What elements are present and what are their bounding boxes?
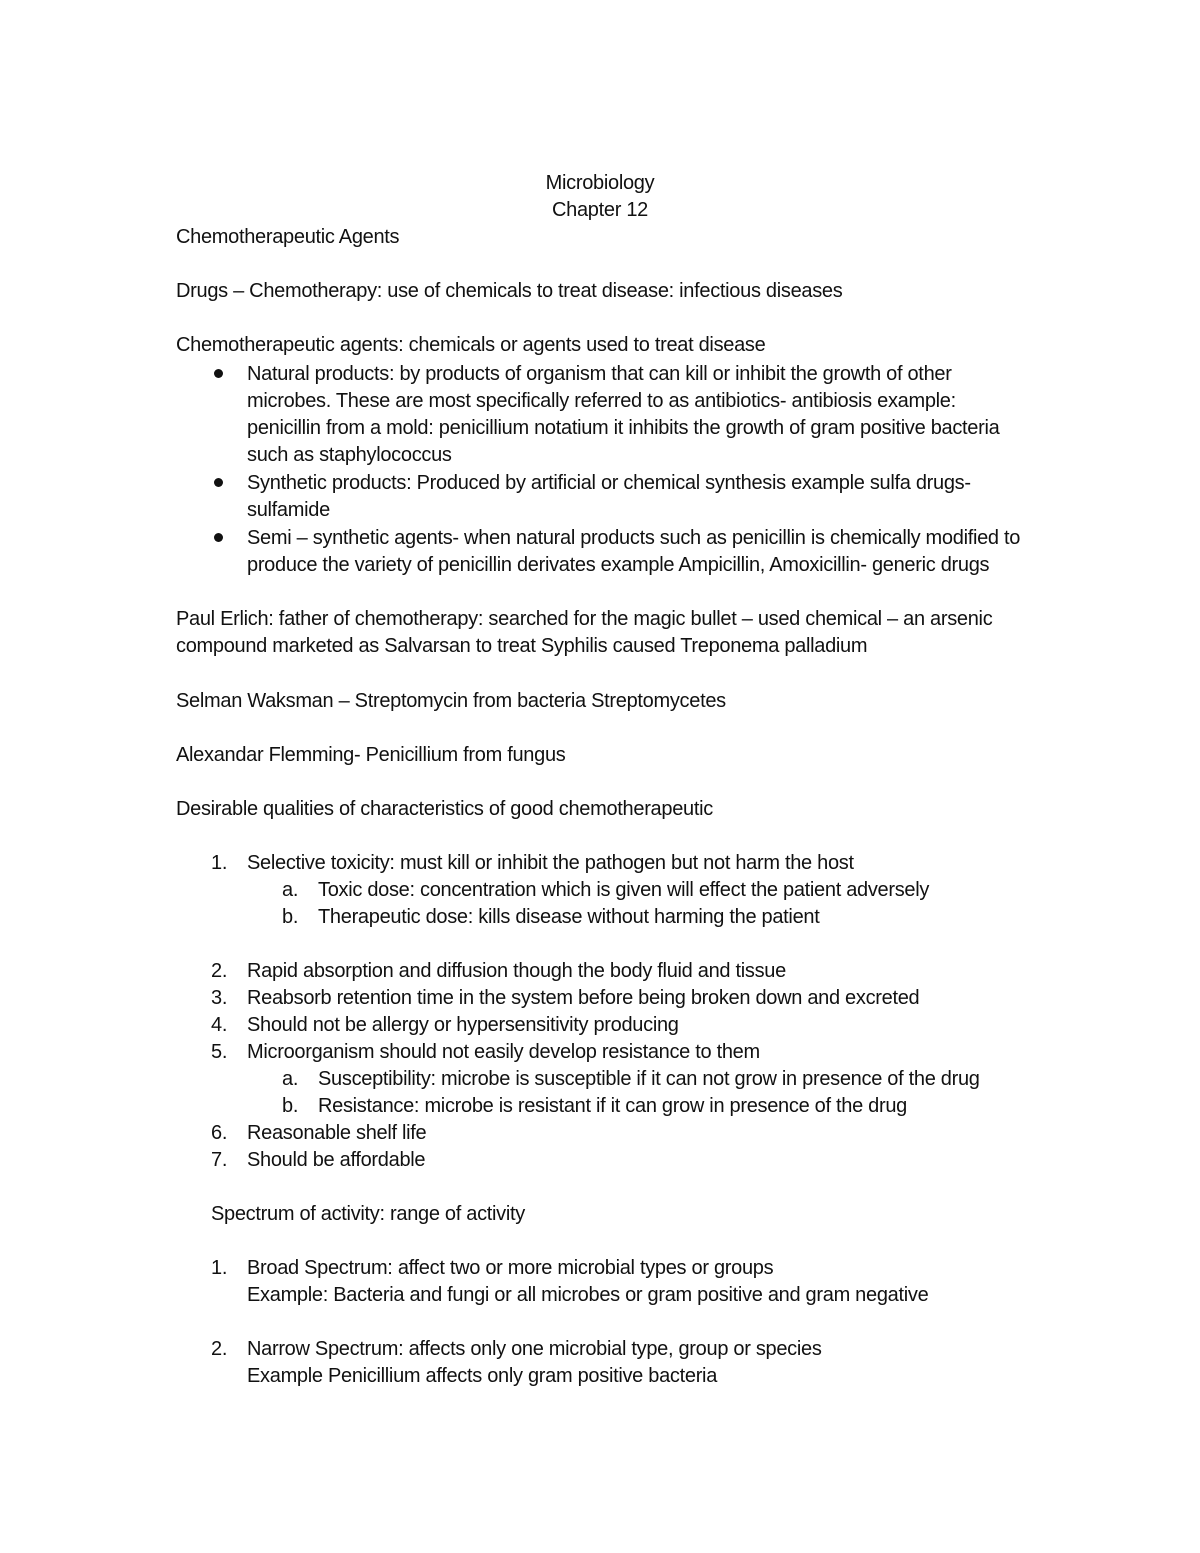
bullet-line: such as staphylococcus: [247, 444, 452, 466]
list-subitem: Toxic dose: concentration which is given will effect the patient adversely: [318, 879, 930, 901]
bullet-line: produce the variety of penicillin derivates example Ampicillin, Amoxicillin- generic drugs: [247, 554, 990, 576]
list-number: 4.: [211, 1014, 228, 1036]
list-item: Reabsorb retention time in the system before being broken down and excreted: [247, 987, 920, 1009]
bullet-icon: [214, 533, 223, 542]
list-number: 2.: [211, 1338, 228, 1360]
agents-definition: Chemotherapeutic agents: chemicals or agents used to treat disease: [176, 334, 766, 356]
list-item: Selective toxicity: must kill or inhibit the pathogen but not harm the host: [247, 852, 854, 874]
list-item: Should be affordable: [247, 1149, 426, 1171]
list-letter: b.: [282, 906, 299, 928]
list-subitem: Resistance: microbe is resistant if it can grow in presence of the drug: [318, 1095, 907, 1117]
list-number: 2.: [211, 960, 228, 982]
list-item: Narrow Spectrum: affects only one microbial type, group or species: [247, 1338, 822, 1360]
list-subitem: Susceptibility: microbe is susceptible if it can not grow in presence of the drug: [318, 1068, 980, 1090]
erlich-line: Paul Erlich: father of chemotherapy: searched for the magic bullet – used chemical – an arsenic: [176, 608, 993, 630]
list-number: 1.: [211, 852, 228, 874]
spectrum-heading: Spectrum of activity: range of activity: [211, 1203, 525, 1225]
bullet-line: penicillin from a mold: penicillium notatium it inhibits the growth of gram positive bacteria: [247, 417, 1000, 439]
bullet-line: Semi – synthetic agents- when natural products such as penicillin is chemically modified to: [247, 527, 1021, 549]
flemming-line: Alexandar Flemming- Penicillium from fungus: [176, 744, 566, 766]
list-item: Should not be allergy or hypersensitivity producing: [247, 1014, 679, 1036]
list-item-example: Example Penicillium affects only gram positive bacteria: [247, 1365, 718, 1387]
list-number: 6.: [211, 1122, 228, 1144]
list-letter: b.: [282, 1095, 299, 1117]
drugs-definition: Drugs – Chemotherapy: use of chemicals to treat disease: infectious diseases: [176, 280, 843, 302]
document-title: Microbiology: [545, 172, 655, 194]
chapter-label: Chapter 12: [552, 199, 648, 221]
list-item: Microorganism should not easily develop resistance to them: [247, 1041, 760, 1063]
section-heading: Chemotherapeutic Agents: [176, 226, 400, 248]
list-number: 3.: [211, 987, 228, 1009]
bullet-icon: [214, 369, 223, 378]
list-letter: a.: [282, 1068, 299, 1090]
list-item-example: Example: Bacteria and fungi or all microbes or gram positive and gram negative: [247, 1284, 929, 1306]
bullet-line: sulfamide: [247, 499, 330, 521]
list-number: 7.: [211, 1149, 228, 1171]
list-number: 5.: [211, 1041, 228, 1063]
waksman-line: Selman Waksman – Streptomycin from bacteria Streptomycetes: [176, 690, 726, 712]
bullet-icon: [214, 478, 223, 487]
list-subitem: Therapeutic dose: kills disease without harming the patient: [318, 906, 820, 928]
list-letter: a.: [282, 879, 299, 901]
bullet-line: microbes. These are most specifically referred to as antibiotics- antibiosis example:: [247, 390, 956, 412]
list-item: Broad Spectrum: affect two or more microbial types or groups: [247, 1257, 774, 1279]
list-item: Reasonable shelf life: [247, 1122, 427, 1144]
desirable-heading: Desirable qualities of characteristics of good chemotherapeutic: [176, 798, 713, 820]
erlich-line: compound marketed as Salvarsan to treat Syphilis caused Treponema palladium: [176, 635, 868, 657]
bullet-line: Natural products: by products of organism that can kill or inhibit the growth of other: [247, 363, 952, 385]
bullet-line: Synthetic products: Produced by artificial or chemical synthesis example sulfa drugs-: [247, 472, 971, 494]
list-number: 1.: [211, 1257, 228, 1279]
list-item: Rapid absorption and diffusion though the body fluid and tissue: [247, 960, 786, 982]
